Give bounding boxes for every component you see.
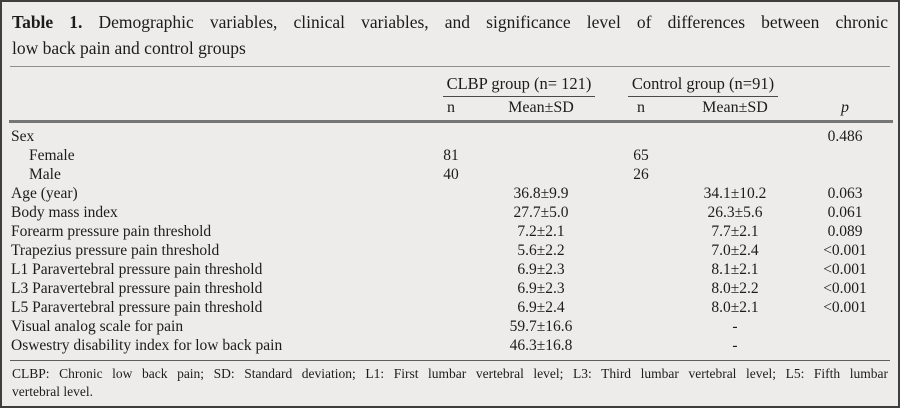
cell-clbp-n: 40 [443, 165, 459, 183]
cell-control-mean: - [732, 317, 738, 335]
cell-clbp-mean: 6.9±2.3 [517, 260, 565, 278]
cell-control-n [609, 241, 673, 260]
cell-clbp-n [429, 241, 473, 260]
group-header-spacer [9, 67, 429, 97]
table-row-l3-ppt [9, 279, 893, 298]
table-row-sex [9, 122, 893, 147]
row-label: Visual analog scale for pain [11, 317, 184, 335]
cell-control-n [609, 336, 673, 355]
cell-p-value: 0.486 [827, 127, 863, 145]
cell-p-value: <0.001 [823, 298, 867, 316]
cell-clbp-n [429, 184, 473, 203]
table-row-oswestry [9, 336, 893, 355]
cell-control-n [609, 122, 673, 147]
cell-control-mean [673, 165, 797, 184]
cell-clbp-mean: 59.7±16.6 [509, 317, 573, 335]
cell-control-mean [673, 122, 797, 147]
cell-clbp-n: 81 [443, 146, 459, 164]
table-row-forearm-ppt [9, 222, 893, 241]
subheader-row [9, 97, 893, 122]
demographics-table [9, 67, 893, 355]
control-group-header-cell [609, 67, 797, 97]
cell-clbp-mean: 6.9±2.4 [517, 298, 565, 316]
footnote-line1: CLBP: Chronic low back pain; SD: Standard deviation; L1: First lumbar vertebral level; L3: Third lumbar vertebral level; L5: Fifth lumbar [12, 366, 888, 381]
cell-p-value: 0.089 [827, 222, 863, 240]
cell-control-mean: 7.7±2.1 [711, 222, 759, 240]
cell-p-value [797, 336, 893, 355]
row-label: L3 Paravertebral pressure pain threshold [11, 279, 263, 297]
cell-p-value: <0.001 [823, 279, 867, 297]
row-label: Female [29, 146, 75, 164]
cell-p-value [797, 146, 893, 165]
cell-clbp-n [429, 317, 473, 336]
cell-p-value: <0.001 [823, 260, 867, 278]
table-row-vas [9, 317, 893, 336]
cell-clbp-n [429, 122, 473, 147]
cell-clbp-mean: 7.2±2.1 [517, 222, 565, 240]
cell-clbp-mean [473, 122, 609, 147]
cell-control-n [609, 298, 673, 317]
cell-clbp-mean: 27.7±5.0 [513, 203, 569, 221]
cell-control-mean [673, 146, 797, 165]
cell-p-value: <0.001 [823, 241, 867, 259]
cell-control-mean: 34.1±10.2 [703, 184, 767, 202]
table-footnote [2, 361, 898, 401]
cell-control-n [609, 279, 673, 298]
cell-clbp-n [429, 222, 473, 241]
table-title-text: Demographic variables, clinical variables, and significance level of differences between chronic [98, 12, 889, 32]
cell-p-value [797, 165, 893, 184]
control-group-header: Control group (n=91) [628, 74, 778, 97]
cell-clbp-n [429, 298, 473, 317]
table-row-age [9, 184, 893, 203]
cell-control-mean: 7.0±2.4 [711, 241, 759, 259]
clbp-meansd-header: Mean±SD [473, 97, 609, 122]
cell-control-mean: 8.1±2.1 [711, 260, 759, 278]
cell-clbp-n [429, 336, 473, 355]
subheader-spacer [9, 97, 429, 122]
row-label: L5 Paravertebral pressure pain threshold [11, 298, 263, 316]
row-label: Age (year) [11, 184, 78, 202]
cell-p-value: 0.061 [827, 203, 863, 221]
cell-control-n [609, 317, 673, 336]
cell-clbp-mean: 5.6±2.2 [517, 241, 565, 259]
clbp-group-header: CLBP group (n= 121) [443, 74, 596, 97]
cell-clbp-mean [473, 165, 609, 184]
cell-control-mean: 8.0±2.1 [711, 298, 759, 316]
group-header-row [9, 67, 893, 97]
row-label: Male [29, 165, 61, 183]
row-label: Oswestry disability index for low back pain [11, 336, 283, 354]
cell-control-mean: 8.0±2.2 [711, 279, 759, 297]
cell-control-mean: 26.3±5.6 [707, 203, 763, 221]
cell-control-n [609, 184, 673, 203]
row-label: Trapezius pressure pain threshold [11, 241, 220, 259]
cell-clbp-mean: 6.9±2.3 [517, 279, 565, 297]
cell-clbp-n [429, 260, 473, 279]
footnote-line2: vertebral level. [12, 384, 93, 399]
cell-control-n: 26 [633, 165, 649, 183]
clbp-n-header: n [429, 97, 473, 122]
cell-control-n: 65 [633, 146, 649, 164]
cell-clbp-mean [473, 146, 609, 165]
table-number-label: Table 1. [12, 12, 83, 32]
control-n-header: n [609, 97, 673, 122]
table-title-line2: low back pain and control groups [12, 38, 246, 58]
cell-control-n [609, 260, 673, 279]
row-label: Sex [11, 127, 35, 145]
table-row-bmi [9, 203, 893, 222]
table-title [2, 2, 898, 64]
cell-clbp-n [429, 203, 473, 222]
table-row-trapezius-ppt [9, 241, 893, 260]
cell-clbp-mean: 36.8±9.9 [513, 184, 569, 202]
table-row-l5-ppt [9, 298, 893, 317]
clbp-group-header-cell [429, 67, 609, 97]
table-row-female [9, 146, 893, 165]
row-label: L1 Paravertebral pressure pain threshold [11, 260, 263, 278]
cell-clbp-n [429, 279, 473, 298]
cell-p-value: 0.063 [827, 184, 863, 202]
table-title-line1 [12, 9, 888, 35]
cell-clbp-mean: 46.3±16.8 [509, 336, 573, 354]
control-meansd-header: Mean±SD [673, 97, 797, 122]
cell-p-value [797, 317, 893, 336]
table-row-male [9, 165, 893, 184]
cell-control-mean: - [732, 336, 738, 354]
row-label: Body mass index [11, 203, 118, 221]
p-value-header: p [797, 97, 893, 122]
cell-control-n [609, 222, 673, 241]
cell-control-n [609, 203, 673, 222]
table-row-l1-ppt [9, 260, 893, 279]
row-label: Forearm pressure pain threshold [11, 222, 212, 240]
group-header-spacer-p [797, 67, 893, 97]
